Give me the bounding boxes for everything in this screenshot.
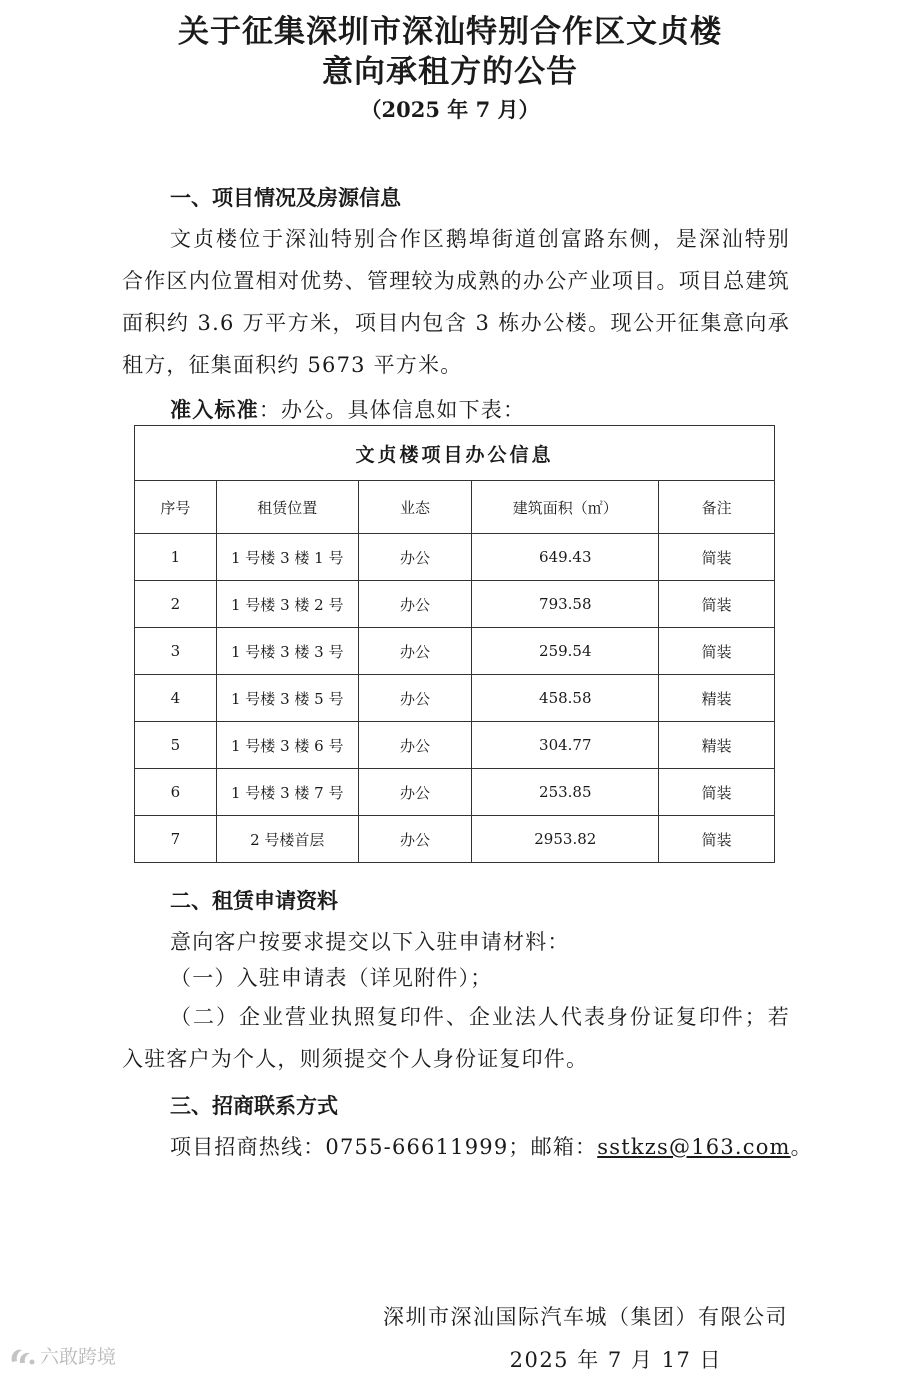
table-row — [135, 816, 775, 863]
table-cell: 简装 — [659, 816, 775, 863]
table-cell: 简装 — [659, 628, 775, 675]
table-cell: 简装 — [659, 534, 775, 581]
table-cell: 2 — [135, 581, 217, 628]
criteria-line — [170, 394, 525, 424]
table-cell: 4 — [135, 675, 217, 722]
table-row — [135, 769, 775, 816]
document-title-line2: 意向承租方的公告 — [322, 54, 578, 90]
column-header: 租赁位置 — [216, 481, 358, 534]
table-cell: 1 号楼 3 楼 2 号 — [216, 581, 358, 628]
table-cell: 2 号楼首层 — [216, 816, 358, 863]
section1-paragraph: 文贞楼位于深汕特别合作区鹅埠街道创富路东侧，是深汕特别合作区内位置相对优势、管理较为成熟的办公产业项目。项目总建筑面积约 3.6 万平方米，项目内包含 3 栋办公楼。现公开征集意向承租方，征集面积约 5673 平方米。 — [122, 227, 790, 377]
table-cell: 精装 — [659, 722, 775, 769]
table-cell: 1 号楼 3 楼 3 号 — [216, 628, 358, 675]
table-caption: 文贞楼项目办公信息 — [135, 426, 775, 481]
table-cell: 办公 — [358, 581, 472, 628]
table-cell: 办公 — [358, 769, 472, 816]
criteria-text: ：办公。具体信息如下表： — [258, 398, 526, 422]
contact-email-link[interactable]: sstkzs@163.com — [597, 1135, 791, 1159]
criteria-label: 准入标准 — [170, 398, 259, 422]
section1-heading: 一、项目情况及房源信息 — [170, 186, 401, 210]
document-date: （2025 年 7 月） — [360, 97, 540, 122]
contact-prefix: 项目招商热线：0755-66611999；邮箱： — [170, 1135, 598, 1159]
table-row — [135, 534, 775, 581]
table-cell: 办公 — [358, 675, 472, 722]
table-cell: 办公 — [358, 816, 472, 863]
table-cell: 6 — [135, 769, 217, 816]
table-row — [135, 628, 775, 675]
column-header: 备注 — [659, 481, 775, 534]
section2-heading: 二、租赁申请资料 — [170, 889, 338, 913]
watermark — [8, 1342, 116, 1369]
table-cell: 精装 — [659, 675, 775, 722]
table-cell: 5 — [135, 722, 217, 769]
contact-suffix: 。 — [790, 1135, 813, 1159]
table-cell: 649.43 — [472, 534, 659, 581]
contact-line — [170, 1131, 813, 1161]
table-cell: 办公 — [358, 534, 472, 581]
watermark-text: 六敢跨境 — [40, 1346, 117, 1368]
table-cell: 3 — [135, 628, 217, 675]
table-cell: 458.58 — [472, 675, 659, 722]
column-header: 建筑面积（㎡） — [472, 481, 659, 534]
table-header-row — [135, 481, 775, 534]
table-cell: 253.85 — [472, 769, 659, 816]
table-cell: 1 — [135, 534, 217, 581]
office-info-table — [134, 425, 775, 863]
table-cell: 1 号楼 3 楼 5 号 — [216, 675, 358, 722]
table-cell: 793.58 — [472, 581, 659, 628]
table-cell: 1 号楼 3 楼 1 号 — [216, 534, 358, 581]
table-cell: 7 — [135, 816, 217, 863]
signature-company: 深圳市深汕国际汽车城（集团）有限公司 — [383, 1305, 788, 1329]
table-cell: 1 号楼 3 楼 7 号 — [216, 769, 358, 816]
column-header: 序号 — [135, 481, 217, 534]
document-title-line1: 关于征集深圳市深汕特别合作区文贞楼 — [178, 14, 722, 50]
section2-item1: （一）入驻申请表（详见附件）； — [170, 966, 493, 990]
section2-item2: （二）企业营业执照复印件、企业法人代表身份证复印件；若入驻客户为个人，则须提交个人身份证复印件。 — [122, 1005, 790, 1071]
table-cell: 办公 — [358, 628, 472, 675]
table-cell: 办公 — [358, 722, 472, 769]
table-row — [135, 581, 775, 628]
table-cell: 259.54 — [472, 628, 659, 675]
section2-intro: 意向客户按要求提交以下入驻申请材料： — [170, 930, 570, 954]
table-cell: 简装 — [659, 769, 775, 816]
table-row — [135, 675, 775, 722]
column-header: 业态 — [358, 481, 472, 534]
signature-date: 2025 年 7 月 17 日 — [509, 1348, 722, 1372]
table-row — [135, 722, 775, 769]
table-cell: 简装 — [659, 581, 775, 628]
section3-heading: 三、招商联系方式 — [170, 1094, 338, 1118]
table-cell: 304.77 — [472, 722, 659, 769]
watermark-logo-icon — [8, 1344, 36, 1368]
table-cell: 1 号楼 3 楼 6 号 — [216, 722, 358, 769]
table-cell: 2953.82 — [472, 816, 659, 863]
